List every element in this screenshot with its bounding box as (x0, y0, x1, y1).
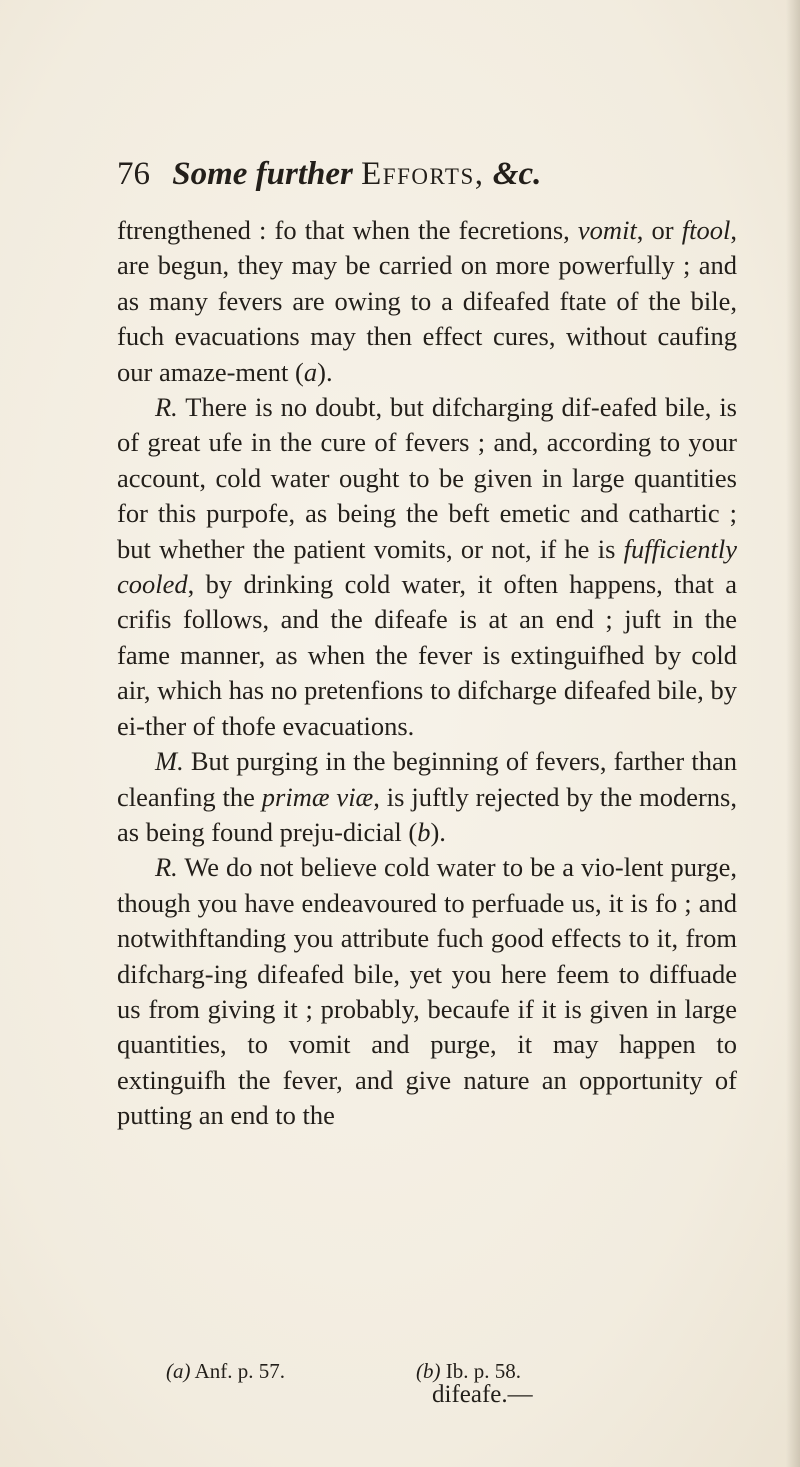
header-title-caps: Efforts, (361, 156, 485, 192)
paragraph-3-text-a: But purging in the beginning of fevers, farther than cleanfing the (117, 746, 737, 812)
paragraph-3-text-b: , is juftly rejected by the moderns, as being found preju-dicial ( (117, 781, 737, 847)
footnote-a-mark: (a) (166, 1359, 191, 1383)
paragraph-3 (117, 744, 737, 850)
running-header (117, 154, 737, 194)
header-title-italic: Some further (172, 156, 353, 192)
footnote-ref-b: b (417, 816, 431, 847)
page-number: 76 (117, 156, 150, 192)
emphasis-primae-viae: primæ viæ (261, 781, 374, 812)
footnote-ref-a: a (303, 356, 318, 387)
footnote-a-text: Anf. p. 57. (190, 1359, 285, 1383)
catchword: difeafe.— (432, 1381, 533, 1408)
word-vomit: vomit (577, 215, 637, 245)
speaker-r: R. (155, 392, 178, 423)
paragraph-1-text-d: ). (317, 356, 333, 387)
footnote-b-mark: (b) (416, 1359, 441, 1383)
paragraph-3-text-c: ). (430, 816, 446, 847)
paragraph-4 (117, 850, 737, 1133)
header-title-etc: &c. (492, 156, 542, 192)
speaker-r-2: R. (155, 852, 178, 883)
body-text (117, 213, 737, 1134)
word-ftool: ftool (681, 215, 731, 245)
page-edge-shadow (786, 0, 800, 1467)
footnote-b-text: Ib. p. 58. (440, 1359, 521, 1383)
paragraph-1 (117, 213, 737, 390)
paragraph-2-text-b: , by drinking cold water, it often happens, that a crifis follows, and the difeafe is at an end ; juft in the fame manner, as when the fever is extinguifhed by cold air, which has no pretenfions to difcharge difeafed bile, by ei-ther of thofe evacuations. (117, 569, 737, 741)
emphasis-cooled: fufficiently cooled (117, 533, 737, 600)
speaker-m: M. (155, 746, 184, 777)
paragraph-4-text: We do not believe cold water to be a vio-lent purge, though you have endeavoured to perfuade us, it is fo ; and notwithftanding you attribute fuch good effects to it, from difcharg-ing difeafed bile, yet you here feem to diffuade us from giving it ; probably, becaufe if it is given in large quantities, to vomit and purge, it may happen to extinguifh the fever, and give nature an opportunity of putting an end to the (117, 852, 737, 1131)
paragraph-1-text-a: ftrengthened : fo that when the fecretions, (117, 215, 570, 245)
paragraph-1-text-b: , or (636, 215, 674, 245)
paragraph-2 (117, 390, 737, 744)
paragraph-1-text-c: , are begun, they may be carried on more powerfully ; and as many fevers are owing to a difeafed ftate of the bile, fuch evacuations may then effect cures, without caufing our amaze-ment ( (117, 215, 737, 387)
paragraph-2-text-a: There is no doubt, but difcharging dif-eafed bile, is of great ufe in the cure of fevers ; and, according to your account, cold water ought to be given in large quantities for this purpofe, as being the beft emetic and cathartic ; but whether the patient vomits, or not, if he is (117, 392, 737, 564)
footnote-a (166, 1358, 285, 1384)
